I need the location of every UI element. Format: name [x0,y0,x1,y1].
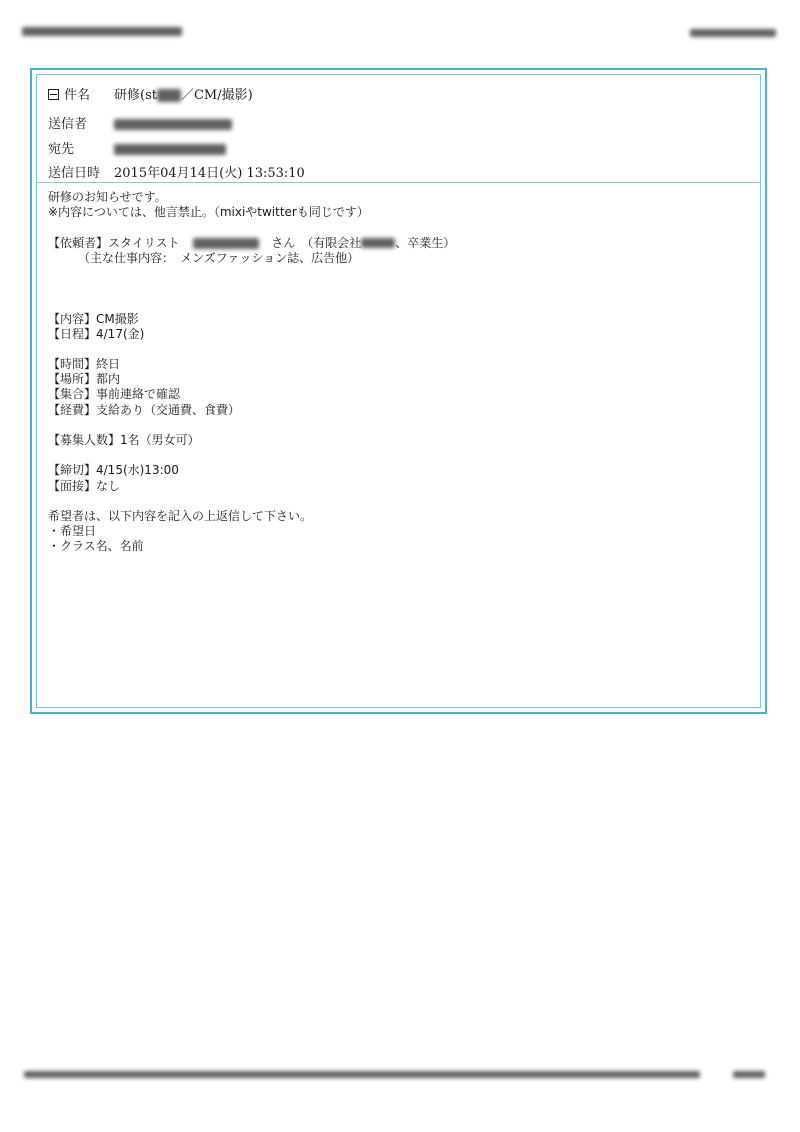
redacted-stylist-name [193,238,259,249]
body-line: 研修のお知らせです。 [48,190,167,204]
instruction-line: 希望者は、以下内容を記入の上返信して下さい。 [48,508,313,523]
list-item: ・希望日 [48,524,97,539]
list-item: ・クラス名、名前 [48,539,144,554]
content-line: 【内容】CM撮影 [48,311,139,326]
requester-mid: さん （有限会社 [271,235,362,250]
redacted-subject-text [157,89,181,102]
requester-suffix: 、卒業生） [395,235,456,250]
collapse-icon[interactable] [48,89,59,100]
sent-date-value: 2015年04月14日(火) 13:53:10 [114,166,305,181]
redacted-header-date [690,29,776,37]
interview-line: 【面接】なし [48,478,121,493]
recipient-row [48,140,226,160]
requester-note: （主な仕事内容： メンズファッション誌、広告他） [48,250,360,265]
email-printout-inner-border [36,74,761,708]
redacted-sender [114,119,232,130]
requester-line [48,236,749,251]
subject-suffix: ／CM/撮影) [180,88,253,103]
subject-label: 件名 [64,88,91,103]
body-line: ※内容については、他言禁止。（mixiやtwitterも同じです） [48,205,369,220]
redacted-header-text [22,27,182,36]
expense-line: 【経費】支給あり（交通費、食費） [48,402,241,417]
email-header [37,75,760,183]
sender-row [48,115,232,135]
email-body [48,190,749,555]
redacted-company-name [361,238,395,248]
schedule-line: 【日程】4/17(金) [48,326,145,341]
email-printout-frame [30,68,767,714]
sent-date-label: 送信日時 [48,166,101,181]
recipient-label: 宛先 [48,142,75,157]
recruit-line: 【募集人数】1名（男女可） [48,433,200,447]
redacted-recipient [114,144,226,155]
redacted-page-number [733,1071,765,1078]
redacted-footer-url [24,1071,700,1078]
deadline-line: 【締切】4/15(水)13:00 [48,463,179,478]
requester-prefix: 【依頼者】スタイリスト [48,235,180,250]
place-line: 【場所】都内 [48,372,121,387]
sent-date-row [48,164,305,184]
subject-row [48,86,253,106]
sender-label: 送信者 [48,117,88,132]
subject-value [114,86,253,106]
subject-prefix: 研修(st [114,88,157,103]
meeting-line: 【集合】事前連絡で確認 [48,387,181,402]
time-line: 【時間】終日 [48,357,121,372]
